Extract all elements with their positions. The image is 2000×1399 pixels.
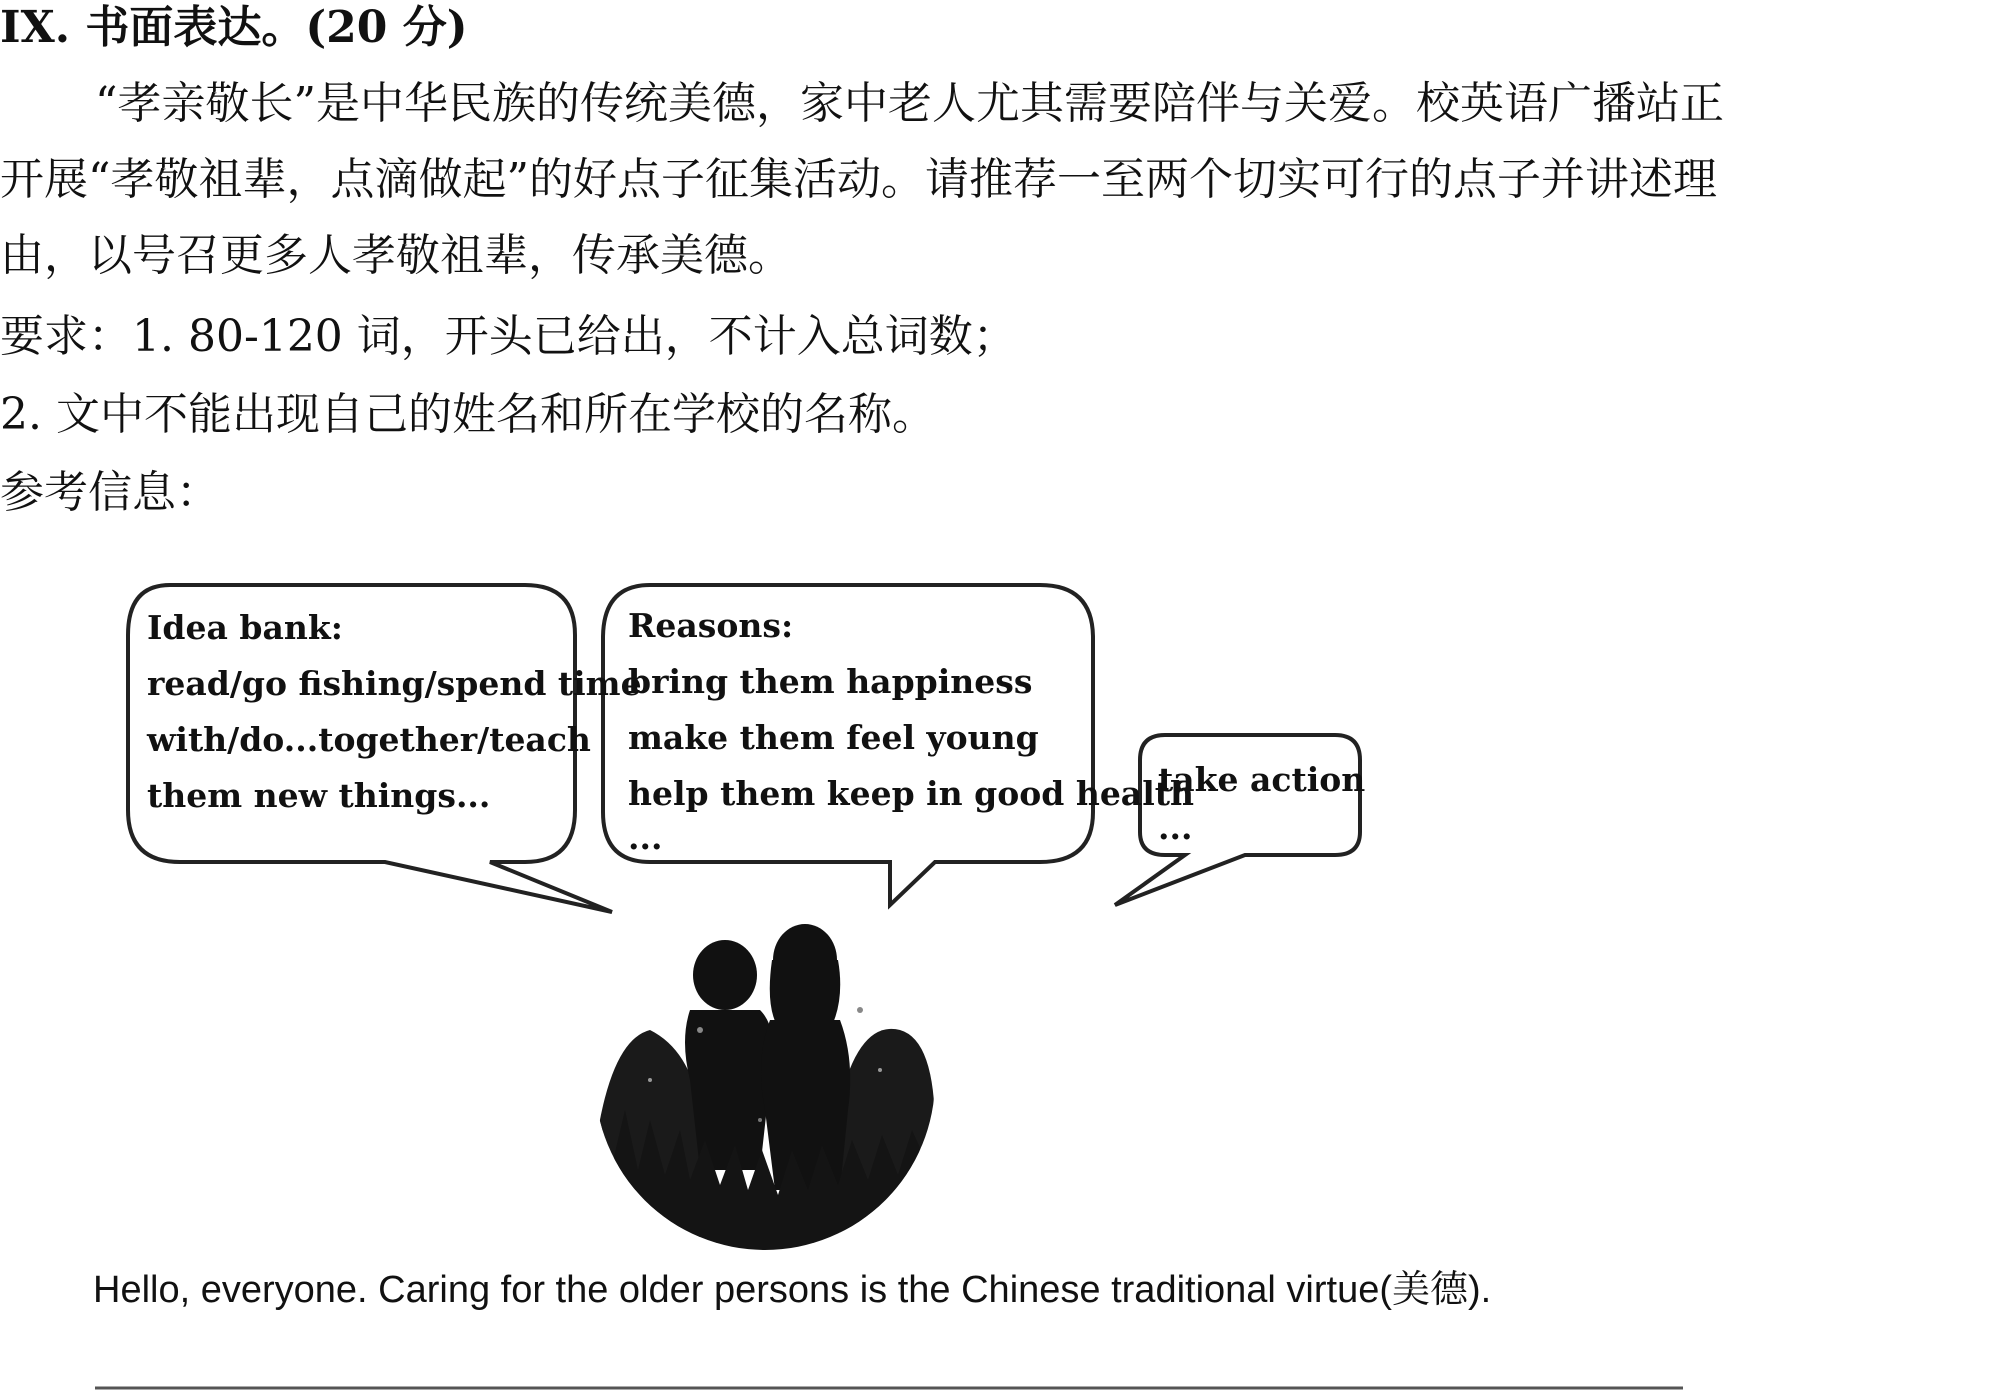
requirement-line-2: 2. 文中不能出现自己的姓名和所在学校的名称。 xyxy=(0,389,936,440)
reasons-heading: Reasons: xyxy=(628,606,794,645)
idea-bank-line-2: with/do...together/teach xyxy=(147,720,591,759)
prompt-line-1: “孝亲敬长”是中华民族的传统美德，家中老人尤其需要陪伴与关爱。校英语广播站正 xyxy=(95,78,1724,129)
prompt-line-3: 由，以号召更多人孝敬祖辈，传承美德。 xyxy=(0,230,792,281)
section-title: IX. 书面表达。(20 分) xyxy=(0,2,468,53)
idea-bank-line-1: read/go fishing/spend time xyxy=(147,664,642,703)
reasons-line-2: make them feel young xyxy=(628,718,1039,757)
prompt-line-2: 开展“孝敬祖辈，点滴做起”的好点子征集活动。请推荐一至两个切实可行的点子并讲述理 xyxy=(0,154,1717,205)
reasons-line-1: bring them happiness xyxy=(628,662,1033,701)
take-action-line-2: ... xyxy=(1158,808,1193,847)
reference-label: 参考信息： xyxy=(0,467,220,518)
reasons-line-3: help them keep in good health xyxy=(628,774,1194,813)
opening-sentence: Hello, everyone. Caring for the older persons is the Chinese traditional virtue(美德). xyxy=(93,1269,1492,1311)
reasons-line-4: ... xyxy=(628,818,663,857)
idea-bank-line-3: them new things... xyxy=(147,776,491,815)
requirement-line-1: 要求：1. 80-120 词，开头已给出，不计入总词数； xyxy=(0,311,1017,362)
take-action-line-1: take action xyxy=(1158,760,1366,799)
idea-bank-heading: Idea bank: xyxy=(147,608,343,647)
children-silhouette-image xyxy=(585,924,945,1250)
